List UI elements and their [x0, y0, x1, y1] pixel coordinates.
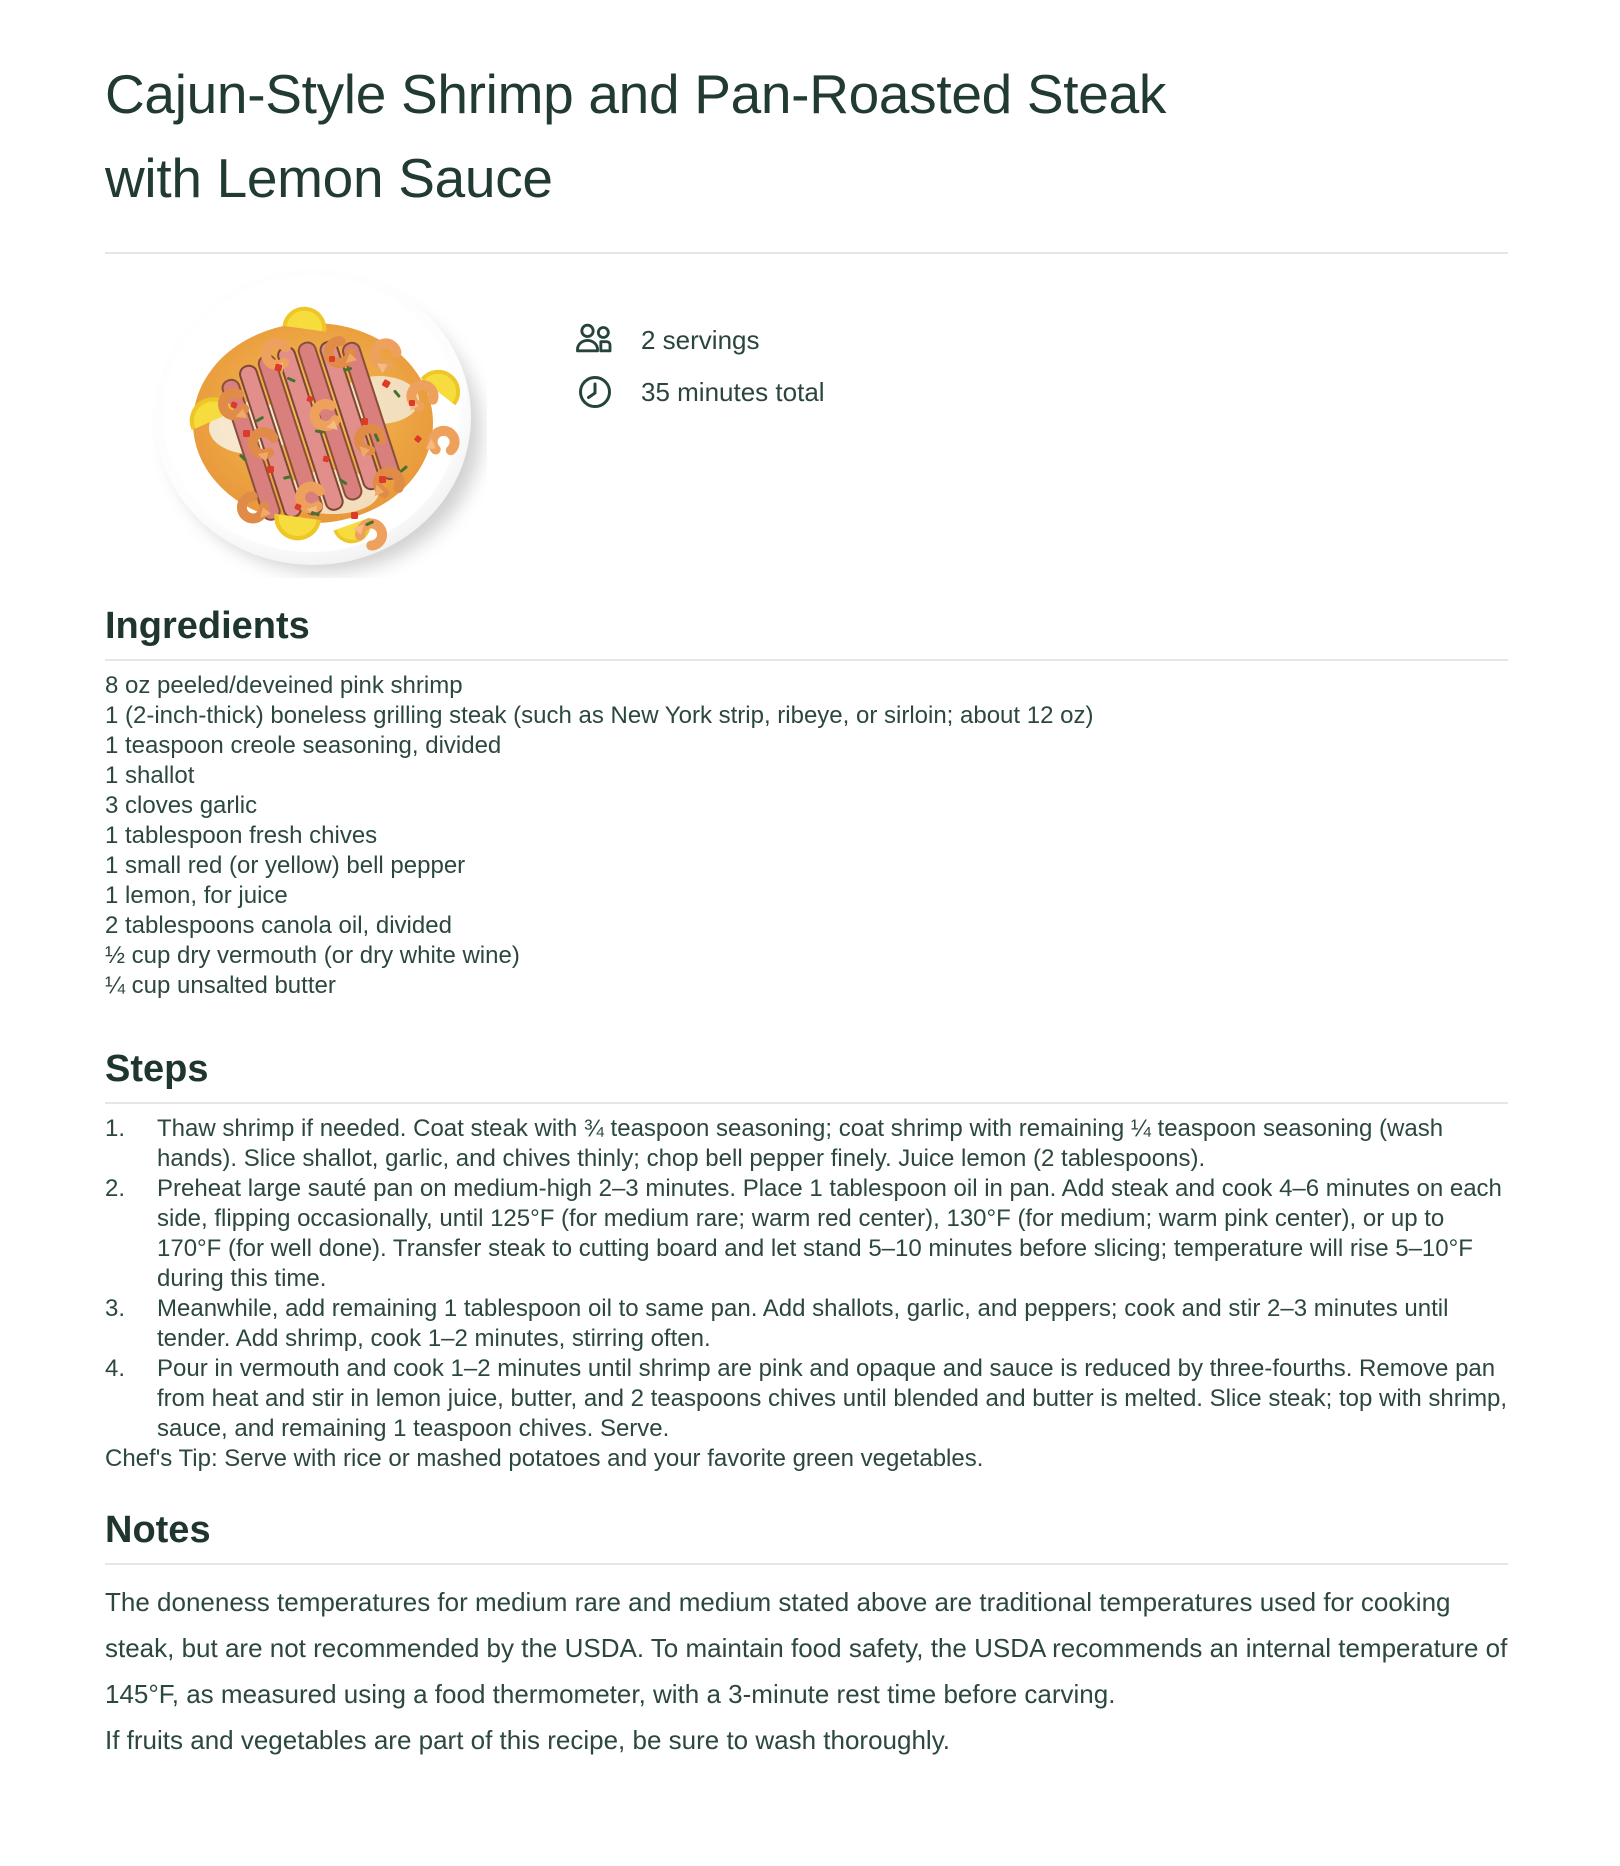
- chefs-tip: Chef's Tip: Serve with rice or mashed potatoes and your favorite green vegetables.: [105, 1445, 984, 1472]
- step-item: [105, 1354, 1508, 1444]
- ingredient-item: 1 (2-inch-thick) boneless grilling steak (such as New York strip, ribeye, or sirloin; about 12 oz): [105, 702, 1094, 729]
- ingredients-list: [105, 671, 1508, 1001]
- step-number: 4.: [105, 1355, 126, 1382]
- ingredient-item: 1 tablespoon fresh chives: [105, 822, 378, 849]
- notes-paragraph: If fruits and vegetables are part of this recipe, be sure to wash thoroughly.: [105, 1725, 950, 1755]
- total-time-label: 35 minutes total: [641, 376, 825, 407]
- clock-icon: [575, 372, 615, 412]
- people-icon: [575, 320, 615, 360]
- recipe-page: [0, 52, 1620, 1783]
- recipe-meta: [575, 260, 825, 422]
- page-title: [105, 52, 1508, 220]
- notes-heading: Notes: [105, 1509, 211, 1551]
- servings-label: 2 servings: [641, 324, 760, 355]
- steps-heading: Steps: [105, 1048, 209, 1090]
- step-text: Pour in vermouth and cook 1–2 minutes until shrimp are pink and opaque and sauce is reduced by three-fourths. Remove pan from heat and stir in lemon juice, butter, and 2 teaspoons chives until blended and butter is melted. Slice steak; top with shrimp, sauce, and remaining 1 teaspoon chives. Serve.: [157, 1355, 1508, 1442]
- total-time-row: [575, 370, 825, 414]
- page-title-line1: Cajun-Style Shrimp and Pan-Roasted Steak: [105, 63, 1167, 125]
- step-text: Preheat large sauté pan on medium-high 2–3 minutes. Place 1 tablespoon oil in pan. Add steak and cook 4–6 minutes on each side, flipping occasionally, until 125°F (for medium rare; warm red center), 130°F (for medium; warm pink center), or up to 170°F (for well done). Transfer steak to cutting board and let stand 5–10 minutes before slicing; temperature will rise 5–10°F during this time.: [157, 1175, 1502, 1292]
- ingredients-section: [105, 604, 1508, 1001]
- recipe-photo: [147, 260, 487, 578]
- steps-section: [105, 1047, 1508, 1474]
- steps-list: [105, 1114, 1508, 1444]
- ingredient-item: 8 oz peeled/deveined pink shrimp: [105, 672, 463, 699]
- notes-text: [105, 1579, 1508, 1763]
- notes-section: [105, 1508, 1508, 1763]
- divider: [105, 1102, 1508, 1104]
- servings-row: [575, 318, 825, 362]
- step-text: Thaw shrimp if needed. Coat steak with ¾ teaspoon seasoning; coat shrimp with remaining ¼ teaspoon seasoning (wash hands). Slice shallot, garlic, and chives thinly; chop bell pepper finely. Juice lemon (2 tablespoons).: [157, 1115, 1444, 1172]
- ingredient-item: 1 small red (or yellow) bell pepper: [105, 852, 466, 879]
- divider: [105, 1563, 1508, 1565]
- page-title-line2: with Lemon Sauce: [105, 147, 553, 209]
- recipe-summary: [105, 260, 1508, 584]
- step-number: 1.: [105, 1115, 126, 1142]
- ingredient-item: 1 shallot: [105, 762, 195, 789]
- step-item: [105, 1174, 1508, 1294]
- divider: [105, 659, 1508, 661]
- step-number: 3.: [105, 1295, 126, 1322]
- ingredient-item: 1 lemon, for juice: [105, 882, 288, 909]
- step-item: [105, 1114, 1508, 1174]
- step-text: Meanwhile, add remaining 1 tablespoon oil to same pan. Add shallots, garlic, and peppers; cook and stir 2–3 minutes until tender. Add shrimp, cook 1–2 minutes, stirring often.: [157, 1295, 1449, 1352]
- ingredient-item: 3 cloves garlic: [105, 792, 258, 819]
- ingredient-item: 1 teaspoon creole seasoning, divided: [105, 732, 502, 759]
- recipe-photo-illustration: [147, 260, 487, 578]
- notes-paragraph: The doneness temperatures for medium rare and medium stated above are traditional temperatures used for cooking steak, but are not recommended by the USDA. To maintain food safety, the USDA recommends an internal temperature of 145°F, as measured using a food thermometer, with a 3-minute rest time before carving.: [105, 1587, 1508, 1709]
- step-number: 2.: [105, 1175, 126, 1202]
- ingredient-item: ¼ cup unsalted butter: [105, 972, 336, 999]
- step-item: [105, 1294, 1508, 1354]
- ingredient-item: ½ cup dry vermouth (or dry white wine): [105, 942, 520, 969]
- ingredient-item: 2 tablespoons canola oil, divided: [105, 912, 452, 939]
- divider: [105, 252, 1508, 254]
- ingredients-heading: Ingredients: [105, 605, 310, 647]
